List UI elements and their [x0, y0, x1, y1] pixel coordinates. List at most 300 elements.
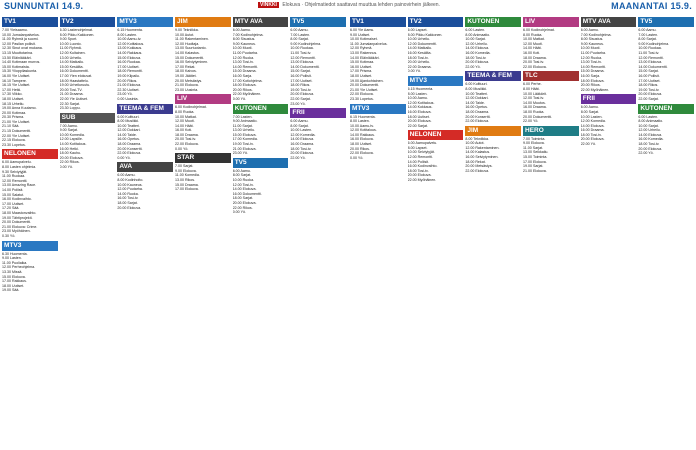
- program-entry: 15.00 Salatut.: [2, 192, 25, 197]
- listing-column: [350, 15, 406, 449]
- program-entry: 18.00 Draama.: [175, 132, 199, 137]
- program-entry: 19.00 Tosi-tv.: [290, 87, 312, 92]
- program-entry: 8.00 Lasten ohjelmia.: [2, 165, 37, 170]
- program-entry: 6.15 Huomenta.: [407, 86, 434, 91]
- program-entry: 20.00 Konsertti.: [465, 114, 491, 119]
- program-entry: 9.00 Animaatio.: [232, 119, 258, 124]
- program-entry: 18.00 Uutiset.: [350, 73, 373, 78]
- program-entry: 10.00 Muoti.: [580, 46, 601, 51]
- program-entry: 10.00 Urheilu.: [407, 37, 431, 42]
- program-entry: 8.00 Tekniikka.: [465, 136, 490, 141]
- channel-heading: MTV3: [408, 76, 464, 86]
- program-entry: 15.00 Toiminta.: [523, 155, 548, 160]
- program-entry: 20.00 Tosi-tv.: [175, 137, 197, 142]
- program-entry: 12.00 Urheilu.: [638, 128, 661, 133]
- program-entry: 14.00 Rakkaus.: [350, 132, 375, 137]
- program-entry: 11.00 Jumalanpalvelus.: [350, 41, 388, 46]
- program-entry: 18.00 Sarjat.: [117, 201, 138, 205]
- program-entry: 0.00 Yö.: [59, 165, 73, 170]
- program-entry: 14.00 Rakkaus.: [117, 50, 143, 55]
- program-entry: 9.00 Lasten.: [2, 256, 22, 261]
- program-entry: 16.00 Komedia.: [638, 137, 664, 142]
- program-entry: 17.00 Komedia.: [232, 137, 258, 142]
- program-entry: 11.00 Puutarha.: [232, 50, 258, 55]
- program-entry: 13.00 Rakennus.: [350, 50, 378, 55]
- program-entry: 12.00 Kotitalous.: [117, 41, 145, 46]
- program-entry: 13.00 Tosi-tv.: [232, 60, 254, 65]
- listing-column: [175, 15, 231, 449]
- program-entry: 14.40 Kotimaan murros.: [2, 60, 41, 65]
- program-entry: 0.00 Uusinta.: [117, 96, 139, 101]
- program-entry: 15.00 Sarjat.: [290, 69, 311, 74]
- program-entry: 14.00 Matkailu.: [59, 60, 85, 65]
- program-entry: 17.00 Ylen elokuvat.: [59, 73, 93, 78]
- program-entry: 12.00 Huoltaja.: [175, 41, 200, 46]
- program-entry: 9.00 Tekniikka.: [175, 28, 199, 32]
- program-entry: 0.00 Yö.: [350, 155, 364, 160]
- program-entry: 10.00 Autot.: [465, 141, 485, 146]
- program-entry: 6.00 Aamu.: [290, 28, 309, 32]
- program-entry: 11.00 Tosi-tv.: [290, 50, 312, 55]
- program-entry: 16.10 Tampere.: [2, 78, 27, 83]
- program-entry: 17.00 Kotiohjelma.: [232, 78, 263, 83]
- channel-heading: TEEMA & FEM: [465, 71, 521, 81]
- left-day-title: SUNNUNTAI 14.9.: [4, 1, 84, 11]
- program-entry: 19.00 Tosi-tv.: [638, 87, 660, 92]
- program-entry: 10.00 Ruoka.: [232, 178, 255, 183]
- program-entry: 12.00 Komedia.: [580, 119, 606, 124]
- channel-heading: MTV AVA: [581, 17, 637, 27]
- program-entry: 20.00 Metsästys.: [175, 78, 203, 83]
- program-entry: 7.00 Lasten.: [232, 114, 253, 119]
- program-entry: 10.00 Lasten.: [290, 128, 313, 133]
- program-entry: 6.00 Kulttuuri.: [465, 82, 488, 87]
- program-entry: 12.00 Remontti.: [638, 55, 664, 60]
- program-entry: 14.00 Elokuva.: [290, 137, 315, 142]
- program-entry: 9.00 Uutiset.: [350, 32, 371, 37]
- program-entry: 14.00 Häät.: [523, 46, 542, 51]
- program-entry: 6.00 Aamu.: [232, 28, 251, 32]
- program-entry: 16.00 Draama.: [290, 142, 315, 147]
- left-page: [2, 15, 346, 449]
- program-entry: 8.00 Animaatio.: [465, 32, 491, 37]
- program-entry: 8.00 Lasten.: [407, 91, 428, 96]
- channel-heading: TLC: [523, 71, 579, 81]
- program-entry: 6.00 Perhe.: [523, 82, 542, 87]
- program-entry: 10.00 Lasten.: [580, 114, 603, 119]
- program-entry: 16.00 Poliisit.: [290, 73, 312, 78]
- program-entry: 15.00 Sarjat.: [638, 69, 659, 74]
- program-entry: 20.30 Prisma.: [2, 115, 25, 120]
- program-entry: 20.00 Tosi-TV.: [59, 87, 83, 92]
- program-entry: 12.00 Urheilu.: [465, 41, 488, 46]
- program-entry: 19.00 Anna Kuutamo.: [2, 106, 37, 111]
- program-entry: 6.00 Lapset.: [407, 28, 428, 32]
- program-entry: 12.00 Kultainen.: [59, 50, 86, 55]
- program-entry: 16.00 Sarja.: [580, 73, 601, 78]
- program-entry: 21.00 Elokuva.: [232, 146, 257, 151]
- program-entry: 12.00 Muoti.: [523, 41, 543, 46]
- program-entry: 21.00 Yle Uutiset.: [2, 119, 31, 124]
- channel-heading: MTV AVA: [233, 17, 289, 27]
- program-entry: 22.00 Elokuva.: [523, 64, 547, 69]
- program-entry: 16.00 Koti.: [175, 128, 193, 133]
- program-entry: 10.00 Matkat.: [175, 114, 197, 119]
- program-entry: 10.00 Matkat.: [523, 37, 545, 42]
- program-entry: 18.00 Uutiset.: [407, 114, 430, 119]
- listing-column: [465, 15, 521, 449]
- program-entry: 20.00 Tosi-tv.: [523, 60, 545, 65]
- program-entry: 6.00 Aamu.: [580, 28, 599, 32]
- program-entry: 9.00 Elokuva.: [523, 141, 545, 146]
- program-entry: 8.00 Pikku Kakkonen.: [59, 32, 95, 37]
- program-entry: 10.00 Aamu-tv.: [117, 37, 142, 42]
- program-entry: 13.00 Urheilu.: [232, 128, 256, 133]
- program-entry: 11.00 Sarjat.: [523, 145, 544, 150]
- channel-heading: KUTONEN: [465, 17, 521, 27]
- channel-heading: TV1: [2, 17, 58, 27]
- program-entry: 22.00 Yö.: [580, 142, 597, 147]
- program-entry: 8.00 Sarjat.: [580, 109, 600, 114]
- program-entry: 21.00 Elokuva.: [523, 168, 547, 173]
- program-entry: 8.00 Ruoka.: [175, 109, 195, 114]
- channel-heading: MTV3: [117, 17, 173, 27]
- program-entry: 10.00 Komedia.: [59, 132, 85, 137]
- program-entry: 11.00 Ryhmä.: [59, 46, 82, 51]
- program-entry: 16.00 Poliisit.: [638, 73, 660, 78]
- listing-column: [117, 15, 173, 449]
- program-entry: 16.00 Kodinvaihto.: [407, 164, 438, 169]
- program-entry: 10.00 Aamu-tv.: [350, 123, 374, 128]
- program-entry: 22.00 Sarjat.: [407, 123, 429, 128]
- program-entry: 9.00 Sport.: [59, 37, 78, 42]
- program-entry: 20.00 Elokuva.: [407, 119, 432, 124]
- program-entry: 0.00 Yö.: [407, 69, 421, 74]
- program-entry: 14.00 Kalastus.: [465, 150, 491, 155]
- program-entry: 16.00 Sarja.: [232, 73, 253, 78]
- program-entry: 22.00 Sarjat.: [290, 96, 311, 101]
- program-entry: 8.00 Sarjat.: [638, 37, 657, 42]
- channel-heading: SUB: [60, 113, 116, 123]
- program-entry: 16.00 Tosi-tv.: [117, 196, 139, 201]
- program-entry: 21.15 Dokumentti.: [2, 129, 32, 134]
- program-entry: 11.00 Ruokaa.: [2, 174, 26, 179]
- program-entry: 9.00 Kodinohjelma.: [290, 41, 322, 46]
- program-entry: 13.00 Rikos.: [175, 178, 195, 183]
- channel-heading: TV2: [408, 17, 464, 27]
- program-entry: 15.30 Ylioppilaskunta.: [2, 69, 38, 74]
- program-entry: 12.00 Ruoka.: [580, 55, 603, 60]
- program-entry: 22.00 Myöhäinen.: [407, 178, 437, 183]
- program-entry: 6.00 Aamu.: [117, 173, 136, 178]
- program-entry: 18.00 Elokuva.: [580, 78, 605, 83]
- program-entry: 23.00 Uusinta.: [175, 87, 199, 92]
- program-entry: 19.00 Jäätiet.: [175, 73, 197, 78]
- program-entry: 12.00 Kotitalous.: [350, 128, 377, 133]
- program-entry: 23.00 Yö.: [232, 151, 249, 156]
- listing-column: [233, 15, 289, 449]
- program-entry: 18.00 Rikos.: [290, 83, 311, 88]
- program-entry: 7.00 Lasten.: [638, 32, 659, 37]
- program-entry: 18.00 Tosi-tv.: [580, 132, 602, 137]
- program-entry: 20.00 Elokuva.: [232, 201, 257, 205]
- program-entry: 6.00 Lasten.: [465, 28, 486, 32]
- program-entry: 18.00 Draama.: [117, 142, 142, 147]
- program-entry: 18.00 Kaivos.: [175, 69, 197, 74]
- program-entry: 19.00 Urheiluruutu.: [59, 83, 91, 88]
- program-entry: 15.00 Elokuva.: [2, 274, 26, 279]
- program-entry: 20.00 Elokuva.: [117, 205, 142, 210]
- program-entry: 14.00 Kokkaus.: [407, 105, 433, 110]
- program-entry: 20.00 Elokuva.: [290, 151, 315, 156]
- program-entry: 6.00 Aamu.: [580, 105, 599, 110]
- program-entry: 12.00 Dokumentti.: [407, 41, 437, 46]
- program-entry: 8.00 Pikku Kakkonen.: [407, 32, 443, 37]
- program-entry: 14.00 Remontti.: [580, 64, 607, 69]
- program-entry: 7.00 Yleisaamu.: [2, 28, 28, 32]
- channel-heading: HERO: [523, 126, 579, 136]
- program-entry: 21.00 Draama.: [59, 92, 84, 97]
- program-entry: 16.00 Kodinvaihto.: [2, 197, 32, 202]
- program-entry: 13.50 Eläinlääkäri.: [2, 55, 32, 60]
- program-entry: 8.00 Sisustus.: [580, 37, 604, 42]
- program-entry: 19.00 Ajankohtainen.: [350, 78, 384, 83]
- program-entry: 0.30 Yö.: [2, 233, 16, 238]
- channel-heading: TV5: [233, 158, 289, 168]
- program-entry: 11.00 Ryhmä ja suomi.: [2, 37, 39, 42]
- program-entry: 10.00 Sarjat.: [638, 123, 659, 128]
- program-entry: 12.00 Dokkari.: [117, 128, 141, 133]
- program-entry: 6.00 Aamupalvelu.: [407, 141, 438, 146]
- program-entry: 6.30 Lastenohjelmat.: [59, 28, 94, 32]
- program-entry: 17.00 Prisma.: [350, 69, 373, 74]
- program-entry: 18.00 Tosi-tv.: [465, 55, 487, 60]
- program-entry: 15.00 Draama.: [232, 69, 257, 74]
- program-entry: 14.00 Dokumentti.: [290, 64, 320, 69]
- program-entry: 10.00 Teatteri.: [465, 91, 489, 96]
- program-entry: 6.00 Lasten.: [638, 114, 659, 119]
- program-entry: 15.00 Kesäilta.: [59, 64, 84, 69]
- program-entry: 13.00 Tosi-tv.: [580, 60, 602, 65]
- program-entry: 0.00 Yö.: [117, 155, 131, 160]
- listing-column: [290, 15, 346, 449]
- program-entry: 22.00 Yle Uutiset.: [2, 133, 31, 138]
- program-entry: 15.00 Draama.: [175, 182, 199, 187]
- program-entry: 6.00 Kodinohjelmat.: [523, 28, 555, 32]
- program-entry: 12.00 Kotitalous.: [407, 100, 435, 105]
- program-entry: 14.00 Häät.: [175, 123, 194, 128]
- program-entry: 16.00 Uutiset.: [350, 64, 373, 69]
- program-entry: 18.00 Remontti.: [117, 69, 143, 74]
- program-entry: 14.00 Matkailu.: [407, 46, 433, 51]
- program-entry: 13.00 Amazing Race.: [2, 183, 37, 188]
- program-entry: 22.00 Yö.: [638, 151, 654, 156]
- program-entry: 22.00 Yö.: [465, 64, 481, 69]
- program-entry: 6.00 Kulttuuri.: [117, 114, 140, 119]
- program-entry: 13.00 Seikkailu.: [523, 150, 549, 155]
- program-entry: 12.00 Dokkari.: [465, 96, 489, 101]
- program-entry: 12.00 Muoti.: [175, 119, 195, 124]
- program-entry: 10.00 Aamu.: [407, 96, 428, 101]
- program-entry: 18.00 Elokuva.: [232, 83, 257, 88]
- program-entry: 8.00 Lasten.: [117, 32, 138, 37]
- program-entry: 16.00 Koti.: [523, 50, 541, 55]
- program-entry: 10.00 Jumalanpalvelus.: [2, 32, 40, 37]
- program-entry: 14.00 Ruoka.: [117, 191, 139, 196]
- channel-heading: TV1: [350, 17, 406, 27]
- program-entry: 14.00 Elokuva.: [465, 46, 490, 51]
- program-entry: 18.00 Tosi-tv.: [638, 142, 660, 147]
- program-entry: 18.00 Uutiset.: [2, 96, 25, 101]
- program-entry: 20.00 Elokuva.: [290, 92, 315, 97]
- program-entry: 16.00 Opetus.: [465, 105, 488, 110]
- program-entry: 16.00 Opetus.: [117, 137, 140, 142]
- program-entry: 23.00 Yö.: [117, 92, 133, 97]
- program-entry: 18.00 Haastattelu.: [59, 78, 89, 83]
- program-entry: 7.00 Toiminta.: [523, 136, 546, 141]
- program-entry: 18.00 Draama.: [465, 109, 490, 114]
- program-entry: 13.00 Suurtuotanto.: [175, 46, 207, 51]
- program-entry: 17.00 Elokuva.: [523, 159, 547, 164]
- program-entry: 13.00 Elokuva.: [638, 60, 663, 65]
- program-entry: 17.00 Uutiset.: [117, 64, 140, 69]
- program-entry: 13.00 Kokkaus.: [117, 46, 143, 51]
- program-entry: 20.00 Dokumentti.: [2, 220, 32, 225]
- program-entry: 18.00 Uutiset.: [2, 283, 25, 288]
- program-entry: 18.00 Rekat.: [465, 159, 486, 164]
- program-entry: 20.00 Elokuva.: [580, 137, 605, 142]
- channel-heading: MTV3: [350, 104, 406, 114]
- channel-heading: AVA: [117, 162, 173, 172]
- program-entry: 22.00 Elokuva.: [117, 151, 142, 156]
- program-entry: 16.00 Elokuva.: [407, 109, 432, 114]
- listing-column: [408, 15, 464, 449]
- program-entry: 10.00 Lääkärit.: [523, 91, 547, 96]
- program-entry: 20.00 Elokuva.: [59, 155, 84, 160]
- program-entry: 22.00 Elokuva.: [465, 119, 490, 124]
- program-entry: 12.00 Remontti.: [407, 155, 434, 160]
- program-entry: 16.00 Dokumentti.: [59, 69, 89, 74]
- listing-column: [2, 15, 58, 449]
- program-entry: 15.00 Elokuva.: [232, 132, 257, 137]
- program-entry: 13.00 Urheilu.: [59, 55, 83, 60]
- program-entry: 19.00 Sää.: [2, 288, 20, 293]
- top-bar: [0, 0, 696, 14]
- program-entry: 0.00 Yö.: [232, 96, 247, 101]
- program-entry: 8.00 Lapset.: [407, 145, 428, 150]
- program-entry: 8.00 Sisustus.: [232, 37, 256, 42]
- program-entry: 8.00 Musiikki.: [465, 86, 488, 91]
- program-entry: 7.00 Kodinohjelma.: [232, 32, 264, 37]
- program-entry: 18.15 Urheilu.: [2, 101, 25, 106]
- channel-heading: NELONEN: [408, 130, 464, 140]
- program-entry: 22.00 Rikos.: [232, 205, 253, 210]
- program-entry: 10.00 Ruokaa.: [638, 46, 662, 51]
- program-entry: 14.00 Dokumentti.: [638, 64, 668, 69]
- program-entry: 22.00 Yö.: [290, 155, 306, 160]
- program-entry: 21.10 Sää.: [2, 124, 20, 129]
- program-entry: 20.00 Elokuva.: [465, 60, 490, 65]
- channel-heading: KUTONEN: [233, 104, 289, 114]
- program-entry: 7.00 Lasten.: [290, 32, 311, 37]
- program-entry: 15.00 Elokuva.: [117, 55, 142, 60]
- channel-heading: LIV: [523, 17, 579, 27]
- program-entry: 18.00 Tosi-tv.: [407, 168, 429, 173]
- program-entry: 11.00 Puutarha.: [580, 50, 606, 55]
- program-entry: 23.30 Lopetus.: [2, 142, 26, 147]
- program-entry: 20.00 Metsästys.: [465, 164, 493, 169]
- program-entry: 10.00 Autot.: [175, 32, 195, 37]
- program-entry: 12.00 Perheohjelma.: [2, 265, 36, 270]
- channel-heading: TV5: [290, 17, 346, 27]
- program-entry: 22.30 Sarjat.: [59, 101, 81, 106]
- program-entry: 14.00 Taide.: [117, 132, 137, 137]
- program-entry: 22.00 Sarjat.: [638, 96, 659, 101]
- program-entry: 12.00 Remontti.: [2, 178, 28, 183]
- program-entry: 12.00 Rakentaminen.: [465, 145, 500, 150]
- channel-heading: TV2: [60, 17, 116, 27]
- program-entry: 21.00 Elokuva: Crime.: [2, 224, 38, 229]
- program-entry: 9.00 Kodinohjelma.: [638, 41, 670, 46]
- program-entry: 18.00 Maastonvaihto.: [2, 210, 37, 215]
- program-entry: 15.00 Dokumentti.: [175, 55, 205, 60]
- program-entry: 20.00 Konsertti.: [117, 146, 143, 151]
- program-entry: 14.00 Poliisit.: [2, 188, 24, 192]
- program-entry: 8.00 Animaatio.: [638, 119, 664, 124]
- program-entry: 16.00 Komedia.: [465, 50, 491, 55]
- program-entry: 16.00 Draama.: [523, 105, 547, 110]
- program-entry: 12.00 Puutarha.: [117, 187, 143, 192]
- program-entry: 19.00 Tähtiprojekti.: [2, 215, 33, 220]
- program-entry: 14.00 Elokuva.: [232, 187, 257, 192]
- program-entry: 22.00 Yö.: [523, 119, 539, 124]
- program-entry: 21.00 Yle Uutiset.: [350, 87, 379, 92]
- program-entry: 20.00 Elokuva.: [638, 146, 663, 151]
- program-entry: 14.00 Eläinlääkäri.: [350, 55, 380, 60]
- program-entry: 22.00 Myöhäinen.: [232, 92, 262, 97]
- program-entry: 20.00 Kotimaa.: [2, 110, 27, 115]
- program-entry: 14.00 Remontti.: [232, 64, 259, 69]
- program-entry: 20.00 Dokumentti.: [350, 83, 380, 88]
- program-entry: 8.00 Sarjat.: [232, 173, 252, 178]
- program-entry: 6.15 Huomenta.: [350, 114, 376, 119]
- program-entry: 17.00 Uutiset.: [2, 201, 25, 206]
- program-entry: 8.00 Musiikki.: [117, 119, 140, 124]
- channel-heading: LIV: [175, 94, 231, 104]
- program-entry: 0.00 Yö.: [232, 210, 247, 215]
- channel-heading: JIM: [175, 17, 231, 27]
- listing-column: [60, 15, 116, 449]
- program-entry: 19.00 Sarjat.: [523, 164, 544, 169]
- program-entry: 15.00 Kotimaista.: [2, 64, 30, 69]
- program-entry: 9.00 Elokuva.: [175, 168, 197, 173]
- program-entry: 22.15 Elokuva.: [2, 138, 26, 143]
- program-entry: 22.00 Yle Uutiset.: [59, 96, 88, 101]
- program-entry: 14.00 Poliisit.: [407, 159, 430, 164]
- program-entry: 20.00 Elokuva.: [407, 173, 432, 178]
- program-entry: 18.00 Tosi-tv.: [290, 146, 312, 151]
- program-entry: 10.00 Muoti.: [232, 46, 253, 51]
- channel-heading: TEEMA & FEM: [117, 104, 173, 114]
- program-entry: 22.00 Elokuva.: [175, 142, 199, 147]
- program-entry: 13.30 Missä.: [2, 269, 23, 274]
- program-entry: 10.00 Ruokaa.: [290, 46, 314, 51]
- program-entry: 20.00 Elokuva.: [638, 92, 663, 97]
- channel-heading: MTV3: [2, 241, 58, 251]
- program-entry: 19.00 Kilpailu.: [117, 73, 140, 78]
- program-entry: 6.00 Yle Aamu.: [350, 28, 375, 32]
- program-entry: 17.00 Rakkaus.: [2, 279, 27, 284]
